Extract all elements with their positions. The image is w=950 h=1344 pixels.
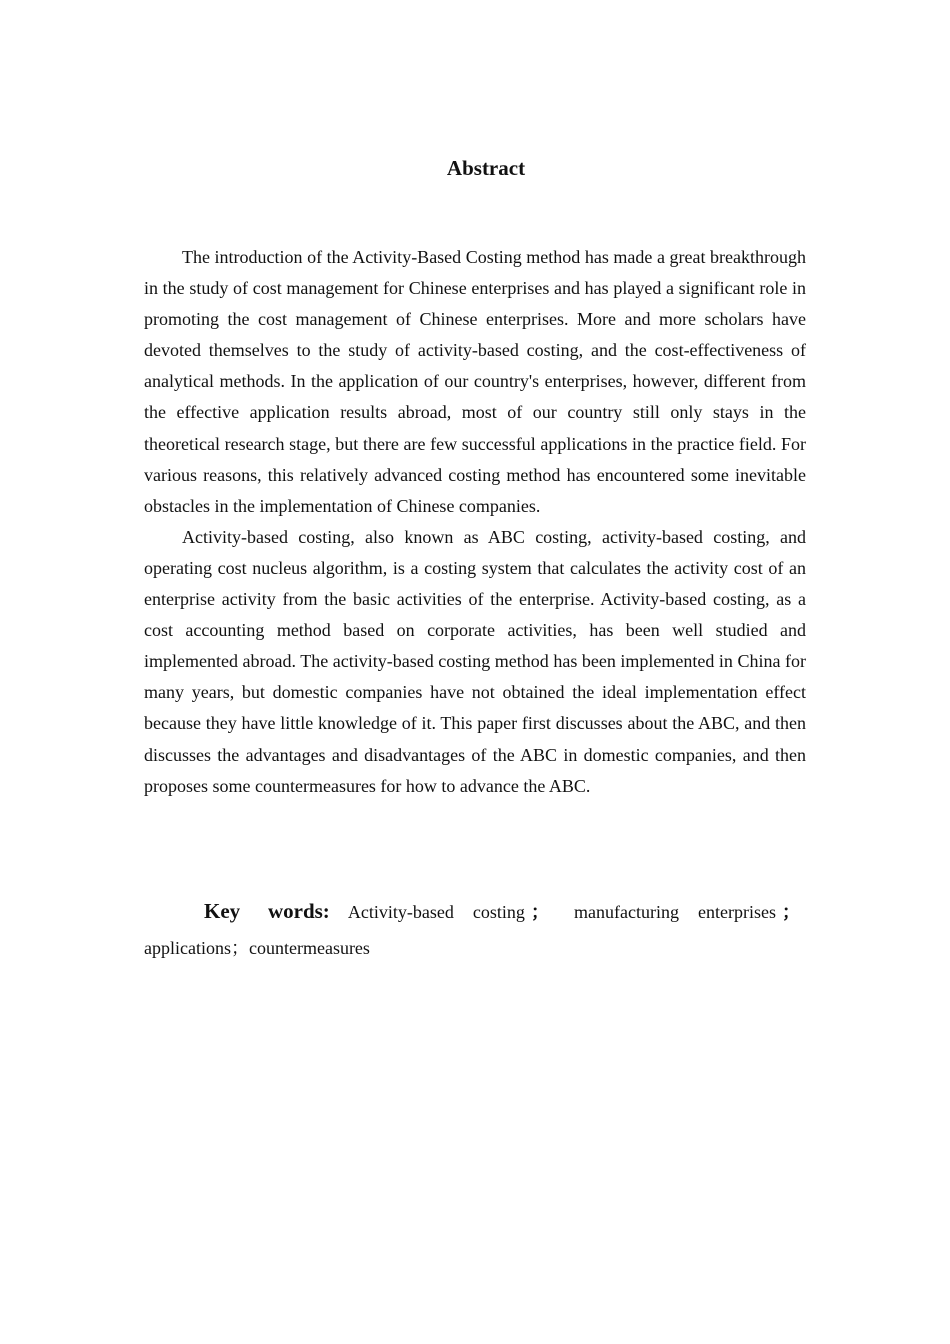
keywords-section (144, 893, 806, 966)
keywords-label: Key words: (204, 899, 330, 923)
keyword-separator: ； (230, 938, 249, 958)
abstract-body (144, 242, 806, 802)
keyword-item: manufacturing enterprises (574, 902, 777, 922)
keyword-item: Activity-based costing (347, 902, 525, 922)
page-title: Abstract (446, 156, 526, 180)
keyword-separator: ； (782, 902, 801, 922)
abstract-paragraph: Activity-based costing, also known as ABC costing, activity-based costing, and operating cost nucleus algorithm, is a costing system that calculates the activity cost of an enterprise activity from the basic activities of the enterprise. Activity-based costing, as a cost accounting method based on corporate activities, has been well studied and implemented abroad. The activity-based costing method has been implemented in China for many years, but domestic companies have not obtained the ideal implementation effect because they have little knowledge of it. This paper first discusses about the ABC, and then discusses the advantages and disadvantages of the ABC in domestic companies, and then proposes some countermeasures for how to advance the ABC. (144, 526, 806, 796)
keyword-item: countermeasures (248, 938, 370, 958)
abstract-paragraph: The introduction of the Activity-Based Costing method has made a great breakthrough in the study of cost management for Chinese enterprises and has played a significant role in promoting the cost management of Chinese enterprises. More and more scholars have devoted themselves to the study of activity-based costing, and the cost-effectiveness of analytical methods. In the application of our country's enterprises, however, different from the effective application results abroad, most of our country still only stays in the theoretical research stage, but there are few successful applications in the practice field. For various reasons, this relatively advanced costing method has encountered some inevitable obstacles in the implementation of Chinese companies. (144, 247, 806, 516)
keyword-separator: ； (530, 902, 549, 922)
keyword-item: applications (144, 938, 231, 958)
